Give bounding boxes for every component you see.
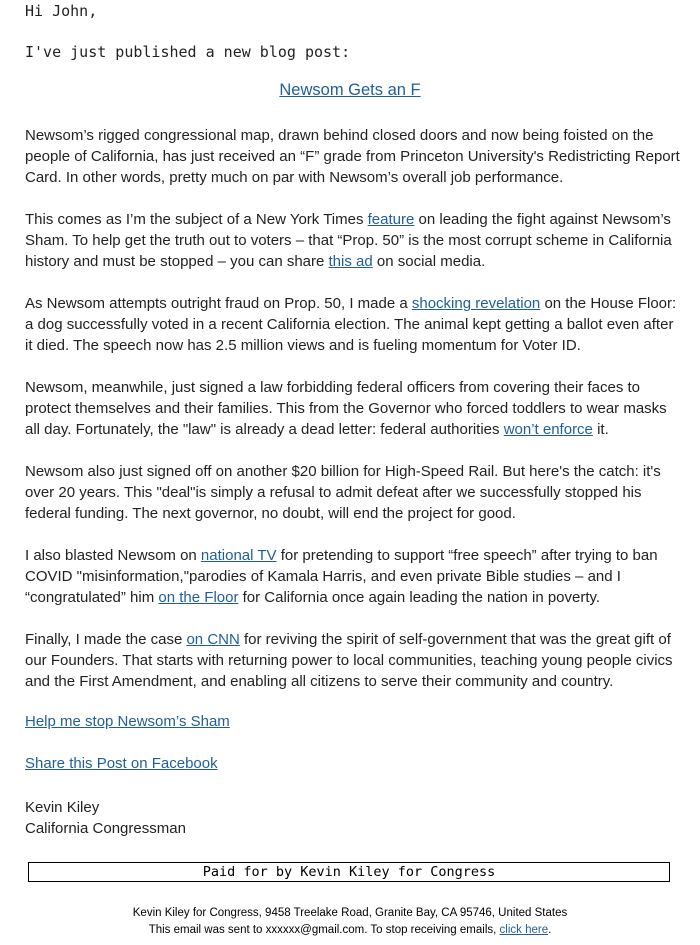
paragraph-1 — [25, 125, 685, 188]
cta-line-1 — [25, 713, 230, 730]
paragraph-2 — [25, 209, 685, 272]
paragraph-3-text-a: As Newsom attempts outright fraud on Prop. 50, I made a — [25, 295, 412, 312]
paid-for-disclaimer: Paid for by Kevin Kiley for Congress — [28, 862, 670, 882]
unsubscribe-link[interactable]: click here — [499, 924, 549, 936]
shocking-revelation-link[interactable]: shocking revelation — [411, 295, 541, 312]
signature-title: California Congressman — [25, 820, 186, 837]
intro-text: I've just published a new blog post: — [25, 43, 351, 61]
on-the-floor-link[interactable]: on the Floor — [158, 589, 239, 606]
signature-name: Kevin Kiley — [25, 799, 100, 816]
paragraph-1-text: Newsom’s rigged congressional map, drawn behind closed doors and now being foisted on the people of California, has just received an “F” grade from Princeton University's Redistricting Report Card. In other words, pretty much on par with Newsom’s overall job performance. — [25, 127, 680, 186]
footer-sent-text: This email was sent to xxxxxx@gmail.com. To stop receiving emails, — [148, 924, 500, 936]
paragraph-6-text-a: I also blasted Newsom on — [25, 547, 201, 564]
paragraph-7-text-a: Finally, I made the case — [25, 631, 187, 648]
footer-period: . — [548, 924, 552, 936]
national-tv-link[interactable]: national TV — [200, 547, 277, 564]
on-cnn-link[interactable]: on CNN — [186, 631, 240, 648]
paragraph-4 — [25, 377, 685, 440]
paragraph-5-text: Newsom also just signed off on another $20 billion for High-Speed Rail. But here's the catch: it's over 20 years. This "deal"is simply a refusal to admit defeat after we successfully stopped his federal funding. The next governor, no doubt, will end the project for good. — [25, 463, 661, 522]
paragraph-2-text-c: on social media. — [372, 253, 486, 270]
signature — [25, 797, 186, 839]
footer-unsubscribe-line — [0, 924, 700, 936]
paragraph-4-text-a: Newsom, meanwhile, just signed a law forbidding federal officers from covering their faces to protect themselves and their families. This from the Governor who forced toddlers to wear masks all day. Fortunately, the "law" is already a dead letter: federal authorities — [25, 379, 667, 438]
paragraph-6-text-c: for California once again leading the nation in poverty. — [238, 589, 601, 606]
feature-link[interactable]: feature — [367, 211, 415, 228]
post-title — [0, 81, 700, 100]
wont-enforce-link[interactable]: won’t enforce — [503, 421, 593, 438]
cta-line-2 — [25, 755, 218, 772]
this-ad-link[interactable]: this ad — [328, 253, 373, 270]
footer-address: Kevin Kiley for Congress, 9458 Treelake Road, Granite Bay, CA 95746, United States — [132, 907, 568, 919]
paragraph-7 — [25, 629, 685, 692]
post-title-link[interactable]: Newsom Gets an F — [279, 81, 421, 99]
paragraph-2-text-b: on leading the fight against Newsom’s Sham. To help get the truth out to voters – that “Prop. 50” is the most corrupt scheme in California history and must be stopped – you can share — [25, 211, 672, 270]
paragraph-3 — [25, 293, 685, 356]
paragraph-5 — [25, 461, 685, 524]
paragraph-6-text-b: for pretending to support “free speech” after trying to ban COVID "misinformation,"parodies of Kamala Harris, and even private Bible studies – and I “congratulated” him — [25, 547, 658, 606]
stop-newsom-sham-link[interactable]: Help me stop Newsom’s Sham — [25, 713, 230, 730]
paragraph-4-text-b: it. — [592, 421, 609, 438]
paragraph-6 — [25, 545, 685, 608]
paragraph-2-text-a: This comes as I’m the subject of a New York Times — [25, 211, 368, 228]
greeting: Hi John, — [25, 2, 98, 20]
share-facebook-link[interactable]: Share this Post on Facebook — [25, 755, 218, 772]
paragraph-3-text-b: on the House Floor: a dog successfully voted in a recent California election. The animal kept getting a ballot even after it died. The speech now has 2.5 million views and is fueling momentum for Voter ID. — [25, 295, 677, 354]
paragraph-7-text-b: for reviving the spirit of self-government that was the great gift of our Founders. That starts with returning power to local communities, teaching young people civics and the First Amendment, and enabling all citizens to serve their community and country. — [25, 631, 673, 690]
